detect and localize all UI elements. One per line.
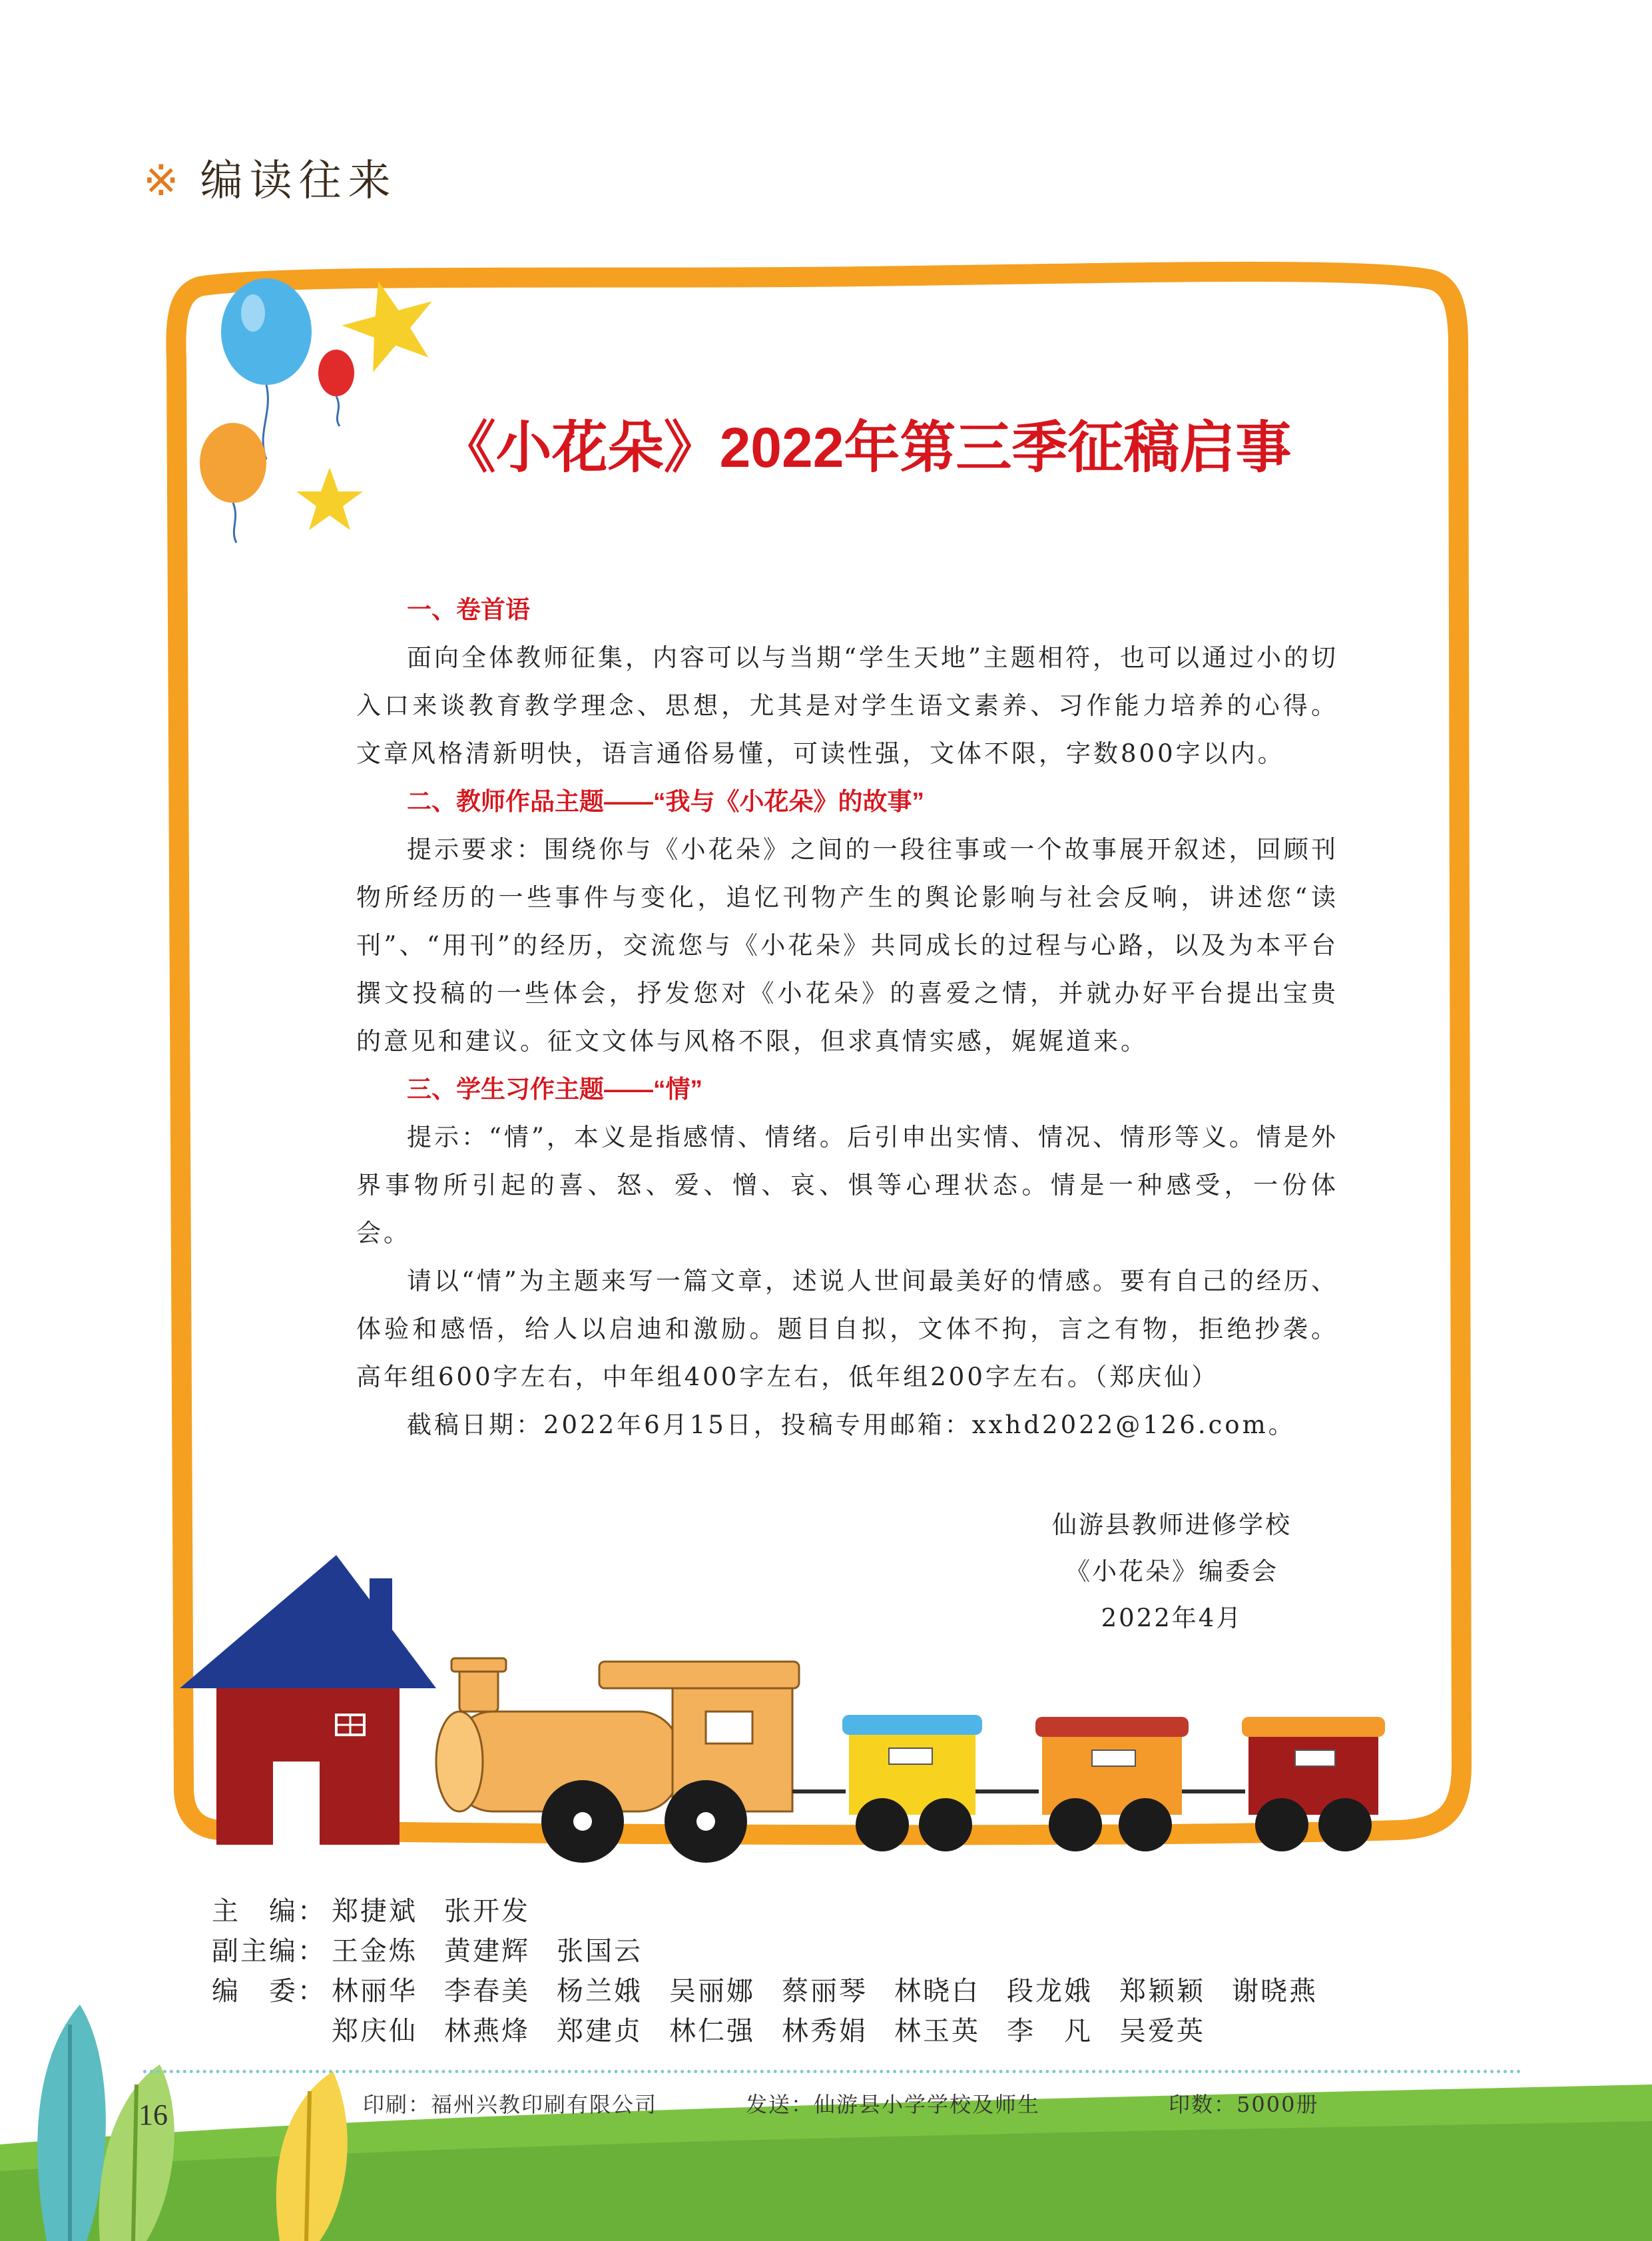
section-heading: 一、卷首语 <box>407 596 530 623</box>
editor-name: 林燕烽 <box>444 2016 530 2047</box>
editorial-credits <box>212 1891 1570 2051</box>
footer-divider <box>143 2070 1521 2073</box>
notice-title: 《小花朵》2022年第三季征稿启事 <box>439 416 1292 479</box>
board-row <box>212 1971 1570 2011</box>
signature-org: 仙游县教师进修学校 <box>1052 1510 1292 1539</box>
signature-committee: 《小花朵》编委会 <box>1065 1557 1278 1586</box>
editor-name: 杨兰娥 <box>557 1976 643 2007</box>
orange-balloon-icon <box>200 423 266 543</box>
editor-name: 王金炼 <box>332 1936 417 1967</box>
editor-name: 段龙娥 <box>1007 1976 1093 2007</box>
editor-name: 吴丽娜 <box>669 1976 755 2007</box>
editor-name: 林晓白 <box>894 1976 980 2007</box>
distribution-info: 发送：仙游县小学学校及师生 <box>746 2092 1041 2117</box>
role-label: 副主编： <box>212 1936 326 1967</box>
star-icon <box>296 468 363 530</box>
section-heading: 二、教师作品主题——“我与《小花朵》的故事” <box>407 788 924 815</box>
paragraph: 面向全体教师征集，内容可以与当期“学生天地”主题相符，也可以通过小的切入口来谈教育教学理念、思想，尤其是对学生语文素养、习作能力培养的心得。文章风格清新明快，语言通俗易懂，可读性强，文体不限，字数800字以内。 <box>356 643 1338 768</box>
editor-name: 吴爱英 <box>1119 2016 1205 2047</box>
copies-info: 印数：5000册 <box>1169 2092 1319 2117</box>
editor-name: 郑建贞 <box>557 2016 643 2047</box>
editor-name: 林仁强 <box>669 2016 755 2047</box>
role-label: 主 编： <box>212 1896 326 1927</box>
paragraph: 提示要求：围绕你与《小花朵》之间的一段往事或一个故事展开叙述，回顾刊物所经历的一些事件与变化，追忆刊物产生的舆论影响与社会反响，讲述您“读刊”、“用刊”的经历，交流您与《小花朵》共同成长的过程与心路，以及为本平台撰文投稿的一些体会，抒发您对《小花朵》的喜爱之情，并就办好平台提出宝贵的意见和建议。征文文体与风格不限，但求真情实感，娓娓道来。 <box>356 835 1338 1056</box>
editor-name: 蔡丽琴 <box>782 1976 868 2007</box>
red-balloon-icon <box>318 350 354 426</box>
paragraph: 提示：“情”，本义是指感情、情绪。后引申出实情、情况、情形等义。情是外界事物所引起的喜、怒、爱、憎、哀、惧等心理状态。情是一种感受，一份体会。 <box>356 1123 1338 1247</box>
house-icon <box>180 1555 436 1845</box>
signature-block <box>1025 1502 1318 1642</box>
role-label: 编 委： <box>212 1976 326 2007</box>
chief-editor-row <box>212 1891 1570 1931</box>
page-number: 16 <box>138 2098 168 2131</box>
editor-name: 张开发 <box>444 1896 530 1927</box>
editor-name: 李 凡 <box>1007 2016 1093 2047</box>
reference-mark-icon: ※ <box>143 157 186 206</box>
signature-date: 2022年4月 <box>1101 1604 1243 1632</box>
editor-name: 张国云 <box>557 1936 643 1967</box>
deadline-paragraph: 截稿日期：2022年6月15日，投稿专用邮箱：xxhd2022@126.com。 <box>407 1411 1296 1439</box>
paragraph: 请以“情”为主题来写一篇文章，述说人世间最美好的情感。要有自己的经历、体验和感悟，给人以启迪和激励。题目自拟，文体不拘，言之有物，拒绝抄袭。高年组600字左右，中年组400字左右，低年组200字左右。（郑庆仙） <box>356 1267 1338 1391</box>
editor-name: 郑庆仙 <box>332 2016 417 2047</box>
notice-body <box>356 586 1338 1449</box>
editor-name: 黄建辉 <box>444 1936 530 1967</box>
editor-name: 林玉英 <box>894 2016 980 2047</box>
section-heading: 三、学生习作主题——“情” <box>407 1076 702 1103</box>
deputy-editor-row <box>212 1931 1570 1971</box>
section-title: 编读往来 <box>200 157 398 206</box>
editor-name: 林秀娟 <box>782 2016 868 2047</box>
editor-name: 林丽华 <box>332 1976 417 2007</box>
printer-info: 印刷：福州兴教印刷有限公司 <box>363 2092 658 2117</box>
editor-name: 郑捷斌 <box>332 1896 417 1927</box>
editor-name: 谢晓燕 <box>1232 1976 1318 2007</box>
editor-name: 郑颖颖 <box>1119 1976 1205 2007</box>
editor-name: 李春美 <box>444 1976 530 2007</box>
board-row <box>212 2011 1570 2051</box>
